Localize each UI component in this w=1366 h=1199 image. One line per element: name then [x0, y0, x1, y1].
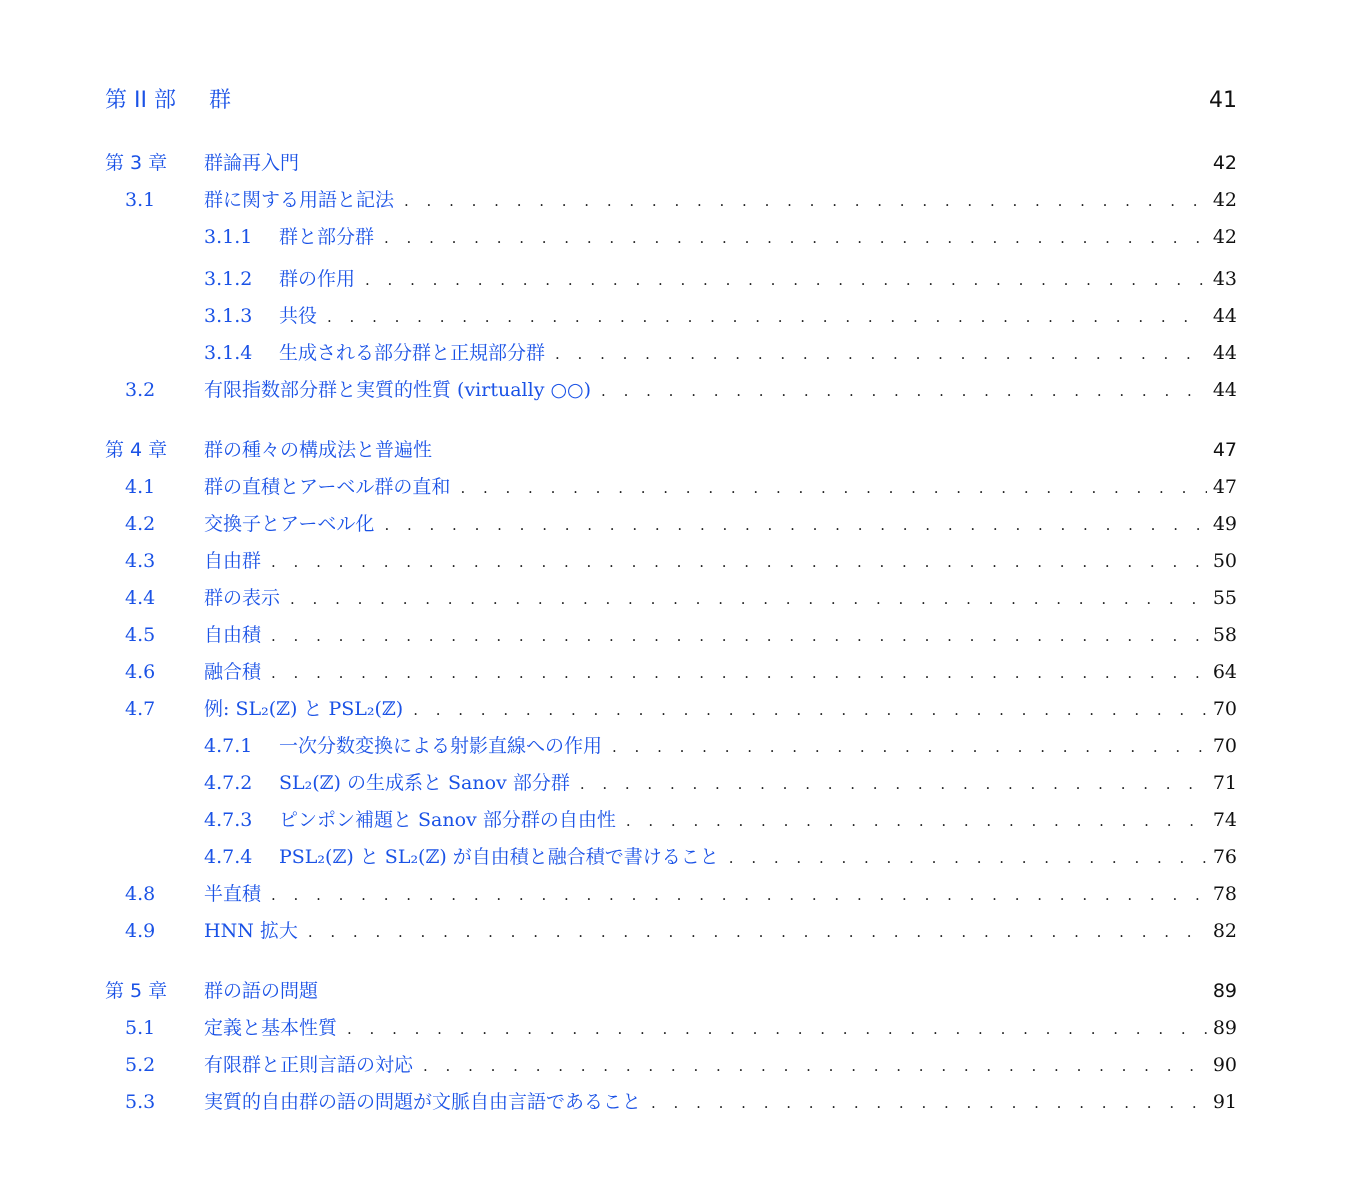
- dot-leader: [271, 658, 1207, 688]
- section-title[interactable]: 群に関する用語と記法: [204, 189, 395, 211]
- section-row[interactable]: [0, 879, 1366, 909]
- dot-leader: [612, 732, 1207, 762]
- section-number: 4.5: [125, 624, 156, 646]
- subsection-number: 4.7.2: [204, 772, 253, 794]
- chapter-title[interactable]: 群論再入門: [204, 152, 300, 174]
- dot-leader: [384, 223, 1207, 253]
- chapter-number: 第 5 章: [105, 980, 168, 1002]
- section-page: 49: [1212, 513, 1237, 535]
- section-number: 4.2: [125, 513, 156, 535]
- chapter-number: 第 3 章: [105, 152, 168, 174]
- dot-leader: [271, 880, 1207, 910]
- chapter-page: 47: [1212, 439, 1237, 461]
- section-row[interactable]: [0, 375, 1366, 405]
- dot-leader: [404, 186, 1207, 216]
- chapter-title[interactable]: 群の種々の構成法と普遍性: [204, 439, 433, 461]
- section-row[interactable]: [0, 472, 1366, 502]
- subsection-title[interactable]: 共役: [279, 305, 318, 327]
- subsection-row[interactable]: [0, 301, 1366, 331]
- subsection-number: 4.7.3: [204, 809, 253, 831]
- dot-leader: [651, 1088, 1207, 1118]
- section-row[interactable]: [0, 694, 1366, 724]
- dot-leader: [347, 1014, 1207, 1044]
- section-page: 82: [1212, 920, 1237, 942]
- section-row[interactable]: [0, 620, 1366, 650]
- section-page: 64: [1212, 661, 1237, 683]
- section-page: 89: [1212, 1017, 1237, 1039]
- section-row[interactable]: [0, 916, 1366, 946]
- part-number: 第 II 部: [105, 88, 176, 113]
- chapter-title[interactable]: 群の語の問題: [204, 980, 319, 1002]
- chapter-page: 42: [1212, 152, 1237, 174]
- subsection-page: 71: [1212, 772, 1237, 794]
- section-title[interactable]: 自由群: [204, 550, 262, 572]
- subsection-row[interactable]: [0, 805, 1366, 835]
- dot-leader: [290, 584, 1207, 614]
- section-page: 42: [1212, 189, 1237, 211]
- dot-leader: [365, 265, 1207, 295]
- subsection-row[interactable]: [0, 842, 1366, 872]
- section-title[interactable]: 交換子とアーベル化: [204, 513, 375, 535]
- section-row[interactable]: [0, 657, 1366, 687]
- subsection-page: 76: [1212, 846, 1237, 868]
- section-page: 70: [1212, 698, 1237, 720]
- section-number: 4.3: [125, 550, 156, 572]
- section-row[interactable]: [0, 1050, 1366, 1080]
- section-number: 4.7: [125, 698, 156, 720]
- section-number: 3.1: [125, 189, 156, 211]
- section-title[interactable]: 群の直積とアーベル群の直和: [204, 476, 451, 498]
- section-title[interactable]: 実質的自由群の語の問題が文脈自由言語であること: [204, 1091, 642, 1113]
- dot-leader: [601, 376, 1207, 406]
- section-number: 4.1: [125, 476, 156, 498]
- subsection-number: 3.1.1: [204, 226, 253, 248]
- chapter-row[interactable]: [0, 435, 1366, 465]
- part-page: 41: [1209, 88, 1237, 113]
- subsection-row[interactable]: [0, 222, 1366, 252]
- section-row[interactable]: [0, 583, 1366, 613]
- subsection-number: 3.1.4: [204, 342, 253, 364]
- section-title[interactable]: 自由積: [204, 624, 262, 646]
- section-title[interactable]: HNN 拡大: [204, 920, 298, 942]
- subsection-page: 44: [1212, 305, 1237, 327]
- dot-leader: [308, 917, 1207, 947]
- section-row[interactable]: [0, 1013, 1366, 1043]
- chapter-row[interactable]: [0, 976, 1366, 1006]
- section-page: 91: [1212, 1091, 1237, 1113]
- subsection-page: 42: [1212, 226, 1237, 248]
- dot-leader: [413, 695, 1207, 725]
- dot-leader: [460, 473, 1206, 503]
- subsection-title[interactable]: 一次分数変換による射影直線への作用: [279, 735, 603, 757]
- section-title[interactable]: 群の表示: [204, 587, 281, 609]
- section-page: 44: [1212, 379, 1237, 401]
- subsection-title[interactable]: ピンポン補題と Sanov 部分群の自由性: [279, 809, 616, 831]
- section-number: 5.1: [125, 1017, 156, 1039]
- subsection-page: 44: [1212, 342, 1237, 364]
- subsection-page: 43: [1212, 268, 1237, 290]
- section-title[interactable]: 有限群と正則言語の対応: [204, 1054, 414, 1076]
- section-title[interactable]: 例: SL₂(ℤ) と PSL₂(ℤ): [204, 698, 404, 720]
- dot-leader: [555, 339, 1207, 369]
- section-number: 4.9: [125, 920, 156, 942]
- subsection-row[interactable]: [0, 338, 1366, 368]
- dot-leader: [271, 547, 1207, 577]
- section-title[interactable]: 半直積: [204, 883, 262, 905]
- section-number: 3.2: [125, 379, 156, 401]
- dot-leader: [327, 302, 1207, 332]
- section-page: 58: [1212, 624, 1237, 646]
- subsection-page: 70: [1212, 735, 1237, 757]
- part-title[interactable]: 群: [209, 88, 232, 113]
- subsection-number: 4.7.1: [204, 735, 253, 757]
- dot-leader: [729, 843, 1207, 873]
- subsection-title[interactable]: PSL₂(ℤ) と SL₂(ℤ) が自由積と融合積で書けること: [279, 846, 719, 868]
- section-number: 5.2: [125, 1054, 156, 1076]
- section-title[interactable]: 定義と基本性質: [204, 1017, 338, 1039]
- subsection-title[interactable]: 群の作用: [279, 268, 356, 290]
- section-row[interactable]: [0, 1087, 1366, 1117]
- subsection-title[interactable]: 生成される部分群と正規部分群: [279, 342, 546, 364]
- section-title[interactable]: 有限指数部分群と実質的性質 (virtually ○○): [204, 379, 592, 401]
- dot-leader: [423, 1051, 1207, 1081]
- subsection-title[interactable]: 群と部分群: [279, 226, 375, 248]
- subsection-number: 3.1.3: [204, 305, 253, 327]
- section-number: 4.6: [125, 661, 156, 683]
- dot-leader: [580, 769, 1207, 799]
- dot-leader: [626, 806, 1207, 836]
- section-page: 55: [1212, 587, 1237, 609]
- section-number: 4.4: [125, 587, 156, 609]
- chapter-row[interactable]: [0, 148, 1366, 178]
- subsection-number: 4.7.4: [204, 846, 253, 868]
- subsection-title[interactable]: SL₂(ℤ) の生成系と Sanov 部分群: [279, 772, 570, 794]
- subsection-page: 74: [1212, 809, 1237, 831]
- subsection-row[interactable]: [0, 768, 1366, 798]
- section-page: 90: [1212, 1054, 1237, 1076]
- chapter-number: 第 4 章: [105, 439, 168, 461]
- section-number: 5.3: [125, 1091, 156, 1113]
- section-row[interactable]: [0, 546, 1366, 576]
- section-page: 47: [1212, 476, 1237, 498]
- part-heading[interactable]: [0, 86, 1366, 116]
- subsection-number: 3.1.2: [204, 268, 253, 290]
- section-title[interactable]: 融合積: [204, 661, 262, 683]
- chapter-page: 89: [1212, 980, 1237, 1002]
- subsection-row[interactable]: [0, 264, 1366, 294]
- section-page: 78: [1212, 883, 1237, 905]
- dot-leader: [271, 621, 1207, 651]
- section-row[interactable]: [0, 185, 1366, 215]
- dot-leader: [384, 510, 1206, 540]
- section-row[interactable]: [0, 509, 1366, 539]
- subsection-row[interactable]: [0, 731, 1366, 761]
- section-page: 50: [1212, 550, 1237, 572]
- section-number: 4.8: [125, 883, 156, 905]
